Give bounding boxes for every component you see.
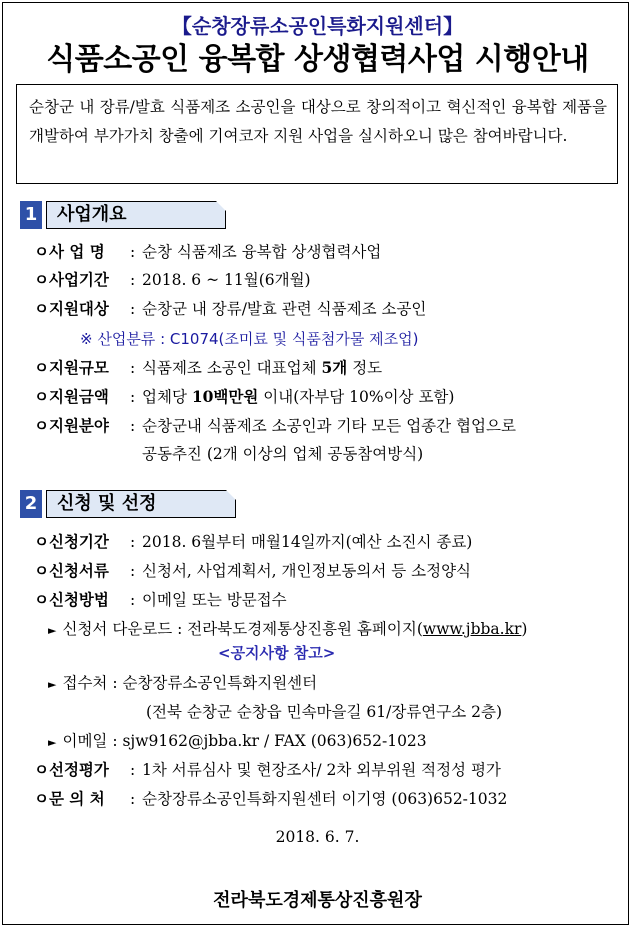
homepage-link[interactable]: www.jbba.kr xyxy=(422,620,522,638)
item-documents: ㅇ신청서류 : xyxy=(34,561,136,580)
item-scale-value: 식품제조 소공인 대표업체 5개 정도 xyxy=(142,358,383,377)
page-title: 식품소공인 융복합 상생협력사업 시행안내 xyxy=(46,42,589,77)
item-contact: ㅇ문 의 처 : xyxy=(34,789,136,808)
item-target-value: 순창군 내 장류/발효 관련 식품제조 소공인 xyxy=(142,300,427,318)
item-amount-value: 업체당 10백만원 이내(자부담 10%이상 포함) xyxy=(142,387,455,406)
email-line: ► 이메일 : sjw9162@jbba.kr / FAX (063)652-1023 xyxy=(48,732,427,750)
item-scale: ㅇ지원규모 : xyxy=(34,358,136,377)
notice-reference: <공지사항 참고> xyxy=(218,644,336,662)
section-label: 신청 및 선정 xyxy=(46,490,236,518)
item-project-name-value: 순창 식품제조 융복합 상생협력사업 xyxy=(142,243,382,261)
organization-header: 【순창장류소공인특화지원센터】 xyxy=(171,14,464,38)
signature: 전라북도경제통상진흥원장 xyxy=(213,890,422,911)
triangle-bullet-icon: ► xyxy=(48,678,57,691)
item-target: ㅇ지원대상 : xyxy=(34,299,136,318)
download-line: ► 신청서 다운로드 : 전라북도경제통상진흥원 홈페이지(www.jbba.kr) xyxy=(48,620,528,638)
notice-date: 2018. 6. 7. xyxy=(275,828,360,846)
item-period: ㅇ사업기간 : xyxy=(34,270,136,289)
item-field: ㅇ지원분야 : xyxy=(34,416,136,435)
receiver-line: ► 접수처 : 순창장류소공인특화지원센터 xyxy=(48,674,318,692)
item-evaluation: ㅇ선정평가 : xyxy=(34,760,136,779)
receiver-address: (전북 순창군 순창읍 민속마을길 61/장류연구소 2층) xyxy=(146,703,503,721)
triangle-bullet-icon: ► xyxy=(48,624,57,637)
section-number: 1 xyxy=(20,201,42,229)
industry-note: ※ 산업분류 : C1074(조미료 및 식품첨가물 제조업) xyxy=(80,330,419,348)
section-number: 2 xyxy=(20,490,42,518)
item-method: ㅇ신청방법 : xyxy=(34,590,136,609)
item-method-value: 이메일 또는 방문접수 xyxy=(142,591,287,609)
item-contact-value: 순창장류소공인특화지원센터 이기영 (063)652-1032 xyxy=(142,790,508,808)
triangle-bullet-icon: ► xyxy=(48,736,57,749)
section-label: 사업개요 xyxy=(46,201,226,229)
item-documents-value: 신청서, 사업계획서, 개인정보동의서 등 소정양식 xyxy=(142,562,472,580)
item-period-value: 2018. 6 ~ 11월(6개월) xyxy=(142,271,311,289)
intro-box: 순창군 내 장류/발효 식품제조 소공인을 대상으로 창의적이고 혁신적인 융복합 제품을 개발하여 부가가치 창출에 기여코자 지원 사업을 실시하오니 많은 참여바랍니다. xyxy=(16,84,618,184)
item-evaluation-value: 1차 서류심사 및 현장조사/ 2차 외부위원 적정성 평가 xyxy=(142,761,501,779)
item-apply-period-value: 2018. 6월부터 매월14일까지(예산 소진시 종료) xyxy=(142,533,473,551)
item-field-value: 순창군내 식품제조 소공인과 기타 모든 업종간 협업으로 xyxy=(142,417,516,435)
item-apply-period: ㅇ신청기간 : xyxy=(34,532,136,551)
item-amount: ㅇ지원금액 : xyxy=(34,387,136,406)
item-field-value-line2: 공동추진 (2개 이상의 업체 공동참여방식) xyxy=(142,445,424,463)
item-project-name: ㅇ사 업 명 : xyxy=(34,242,136,261)
